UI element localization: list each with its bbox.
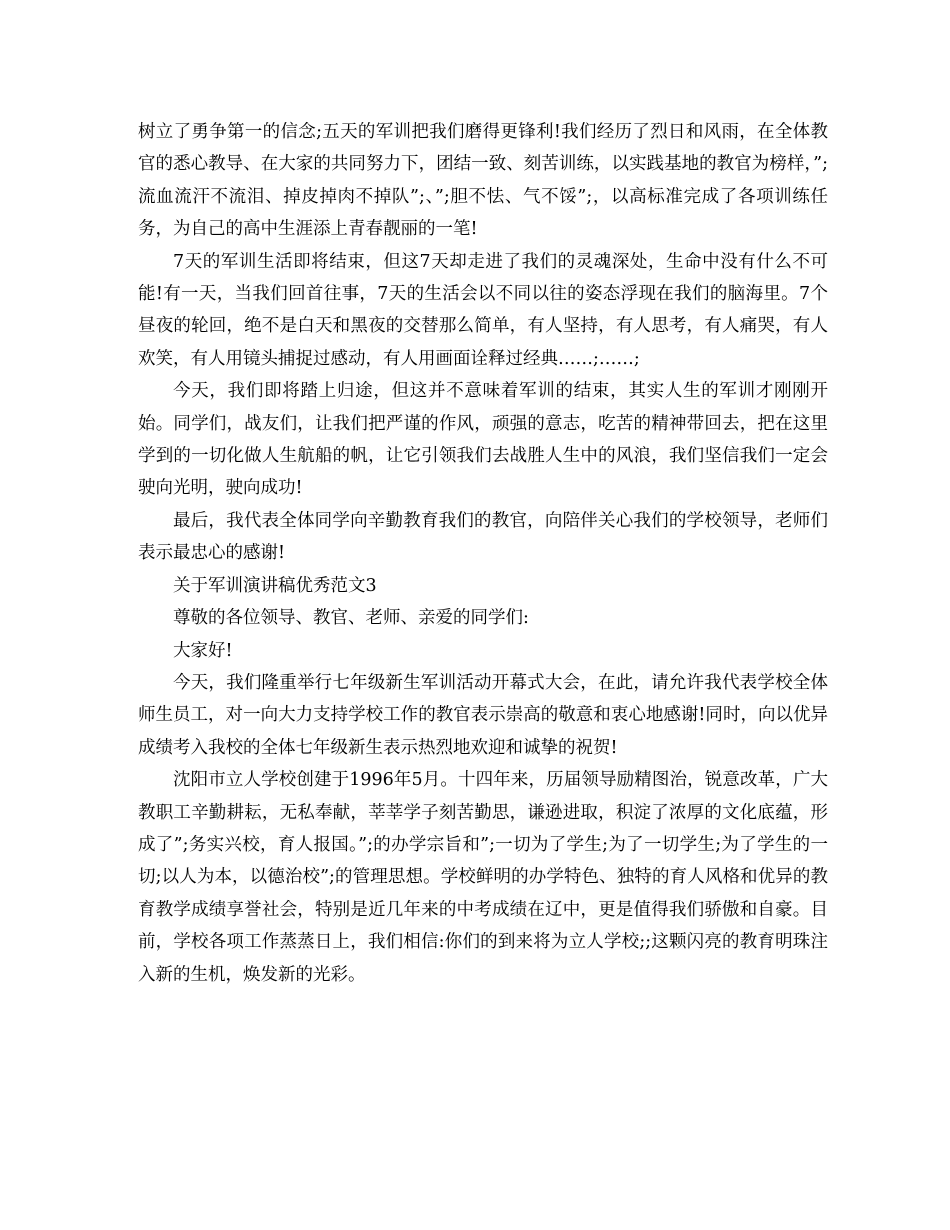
paragraph-1: 树立了勇争第一的信念;五天的军训把我们磨得更锋利!我们经历了烈日和风雨，在全体教官的悉心教导、在大家的共同努力下，团结一致、刻苦训练，以实践基地的教官为榜样，”;流血流汗不流泪、掉皮掉肉不掉队”;、”;胆不怯、气不馁”;，以高标准完成了各项训练任务，为自己的高中生涯添上青春靓丽的一笔! — [138, 122, 828, 240]
document-body — [138, 116, 828, 991]
section-heading: 关于军训演讲稿优秀范文3 — [173, 575, 377, 596]
paragraph-6: 沈阳市立人学校创建于1996年5月。十四年来，历届领导励精图治，锐意改革，广大教职工辛勤耕耘，无私奉献，莘莘学子刻苦勤思，谦逊进取，积淀了浓厚的文化底蕴，形成了”;务实兴校，育人报国。”;的办学宗旨和”;一切为了学生;为了一切学生;为了学生的一切;以人为本，以德治校”;的管理思想。学校鲜明的办学特色、独特的育人风格和优异的教育教学成绩享誉社会，特别是近几年来的中考成绩在辽中，更是值得我们骄傲和自豪。目前，学校各项工作蒸蒸日上，我们相信:你们的到来将为立人学校;;这颗闪亮的教育明珠注入新的生机，焕发新的光彩。 — [138, 770, 828, 985]
paragraph-4: 最后，我代表全体同学向辛勤教育我们的教官，向陪伴关心我们的学校领导，老师们表示最忠心的感谢! — [138, 510, 828, 564]
paragraph-3: 今天，我们即将踏上归途，但这并不意味着军训的结束，其实人生的军训才刚刚开始。同学们，战友们，让我们把严谨的作风，顽强的意志，吃苦的精神带回去，把在这里学到的一切化做人生航船的帆，让它引领我们去战胜人生中的风浪，我们坚信我们一定会驶向光明，驶向成功! — [138, 381, 828, 499]
paragraph-2: 7天的军训生活即将结束，但这7天却走进了我们的灵魂深处，生命中没有什么不可能!有一天，当我们回首往事，7天的生活会以不同以往的姿态浮现在我们的脑海里。7个昼夜的轮回，绝不是白天和黑夜的交替那么简单，有人坚持，有人思考，有人痛哭，有人欢笑，有人用镜头捕捉过感动，有人用画面诠释过经典……;……; — [138, 251, 828, 369]
paragraph-5: 今天，我们隆重举行七年级新生军训活动开幕式大会，在此，请允许我代表学校全体师生员工，对一向大力支持学校工作的教官表示崇高的敬意和衷心地感谢!同时，向以优异成绩考入我校的全体七年级新生表示热烈地欢迎和诚挚的祝贺! — [138, 672, 828, 758]
greeting: 大家好! — [173, 640, 233, 661]
salutation: 尊敬的各位领导、教官、老师、亲爱的同学们: — [173, 608, 529, 629]
